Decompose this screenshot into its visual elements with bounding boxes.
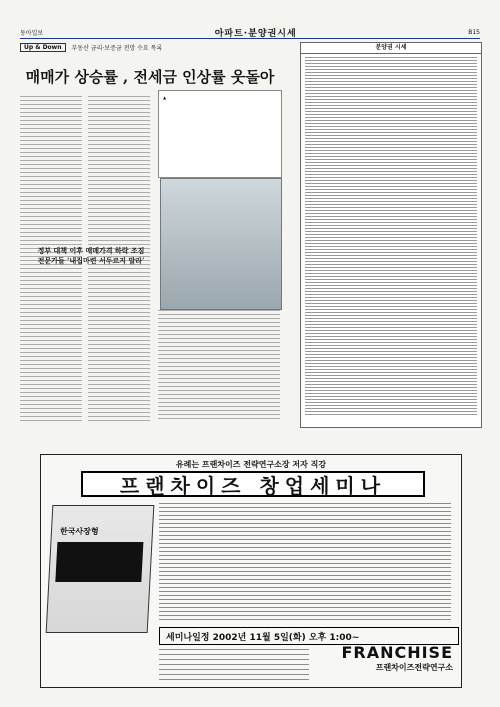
franchise-ad [40,454,462,688]
ad-banner: 프랜차이즈 창업세미나 [81,471,425,497]
table-rows [305,57,477,417]
brand-block [333,643,453,673]
brand-ko: 프랜차이즈전략연구소 [375,663,453,672]
book-cover [46,505,155,633]
seminar-date: 세미나일정 2002년 11월 5일(화) 오후 1:00~ [159,627,459,645]
page-number: B15 [468,28,480,36]
lead-tag: Up & Down [20,43,66,52]
chart-group [158,90,282,178]
book-title: 한국사장형 [59,527,99,536]
ad-top-line: 유례는 프랜차이즈 전략연구소장 저자 직강 [175,460,327,469]
chart-title: ▲ [163,95,167,100]
page-header [20,26,480,39]
article-column-3 [158,310,280,422]
article-subhead: 정부 대책 이후 매매가격 하락 조짐 전문가들 ‘내집마련 서두르지 말라’ [37,246,145,265]
book-stripe [55,542,143,582]
newspaper-name: 동아일보 [20,29,44,37]
price-table [300,42,482,428]
contact-info [159,649,309,683]
ad-body-text [159,503,451,623]
brand-en: FRANCHISE [341,643,453,662]
lead-text: 부동산 금리·보증금 전망 수요 목록 [71,44,163,52]
table-title: 분양권 시세 [301,43,481,54]
lead-line [20,42,280,52]
section-title: 아파트·분양권시세 [214,28,297,39]
apartment-photo [160,178,282,310]
headline: 매매가 상승률 , 전세금 인상률 웃돌아 [25,68,275,86]
